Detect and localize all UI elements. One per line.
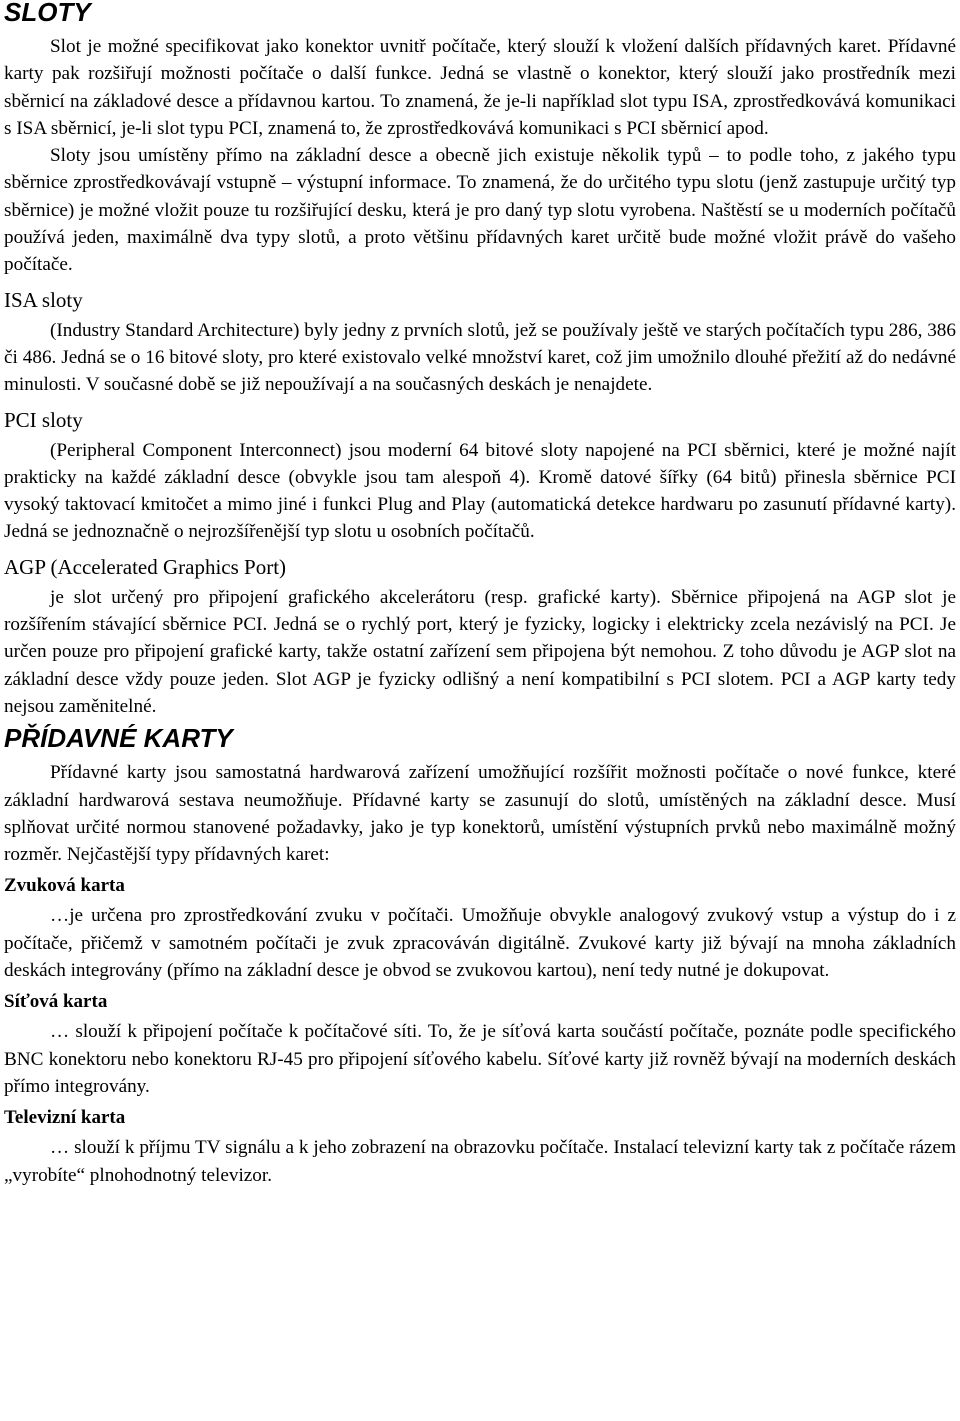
paragraph-slot-intro: Slot je možné specifikovat jako konektor uvnitř počítače, který slouží k vložení dalších přídavných karet. Přídavné karty pak rozšiřují možnosti počítače o další funkce. Jedná se vlastně o konektor, který slouží jako prostředník mezi sběrnicí na základové desce a přídavnou kartou. To znamená, že je-li například slot typu ISA, zprostředkovává komunikaci s ISA sběrnicí, je-li slot typu PCI, znamená to, že zprostředkovává komunikaci s PCI sběrnicí apod. [4,36,956,139]
paragraph-pci: (Peripheral Component Interconnect) jsou moderní 64 bitové sloty napojené na PCI sběrnici, které je možné najít prakticky na každé základní desce (obvykle jsou tam alespoň 4). Kromě datové šířky (64 bitů) přinesla sběrnice PCI vysoký taktovací kmitočet a mimo jiné i funkci Plug and Play (automatická detekce hardwaru po zasunutí přídavné karty). Jedná se jednoznačně o nejrozšířenější typ slotu u osobních počítačů. [4,439,956,543]
paragraph-slot-types: Sloty jsou umístěny přímo na základní desce a obecně jich existuje několik typů – to podle toho, z jakého typu sběrnice zprostředkovávají vstupně – výstupní informace. To znamená, že do určitého typu slotu (jenž zastupuje určitý typ sběrnice) je možné vložit pouze tu rozšiřující desku, která je pro daný typ slotu vyrobena. Naštěstí se u moderních počítačů používá jeden, maximálně dva typy slotů, a proto většinu přídavných karet určitě bude možné vložit právě do vašeho počítače. [4,145,956,276]
heading-agp: AGP (Accelerated Graphics Port) [4,554,287,579]
paragraph-zvukova-karta: …je určena pro zprostředkování zvuku v počítači. Umožňuje obvykle analogový zvukový vstup a výstup do i z počítače, přičemž v samotném počítači je zvuk zpracováván digitálně. Zvukové karty již bývají na mnoha základních deskách integrovány (přímo na základní desce je obvod se zvukovou kartou), není tedy nutné je dokupovat. [4,905,956,982]
paragraph-isa: (Industry Standard Architecture) byly jedny z prvních slotů, jež se používaly ještě ve starých počítačích typu 286, 386 či 486. Jedná se o 16 bitové sloty, pro které existovalo velké množství karet, což jim umožnilo dlouhé přežití až do nedávné minulosti. V současné době se již nepoužívají a na současných deskách je nenajdete. [4,319,956,396]
paragraph-televizni-karta: … slouží k příjmu TV signálu a k jeho zobrazení na obrazovku počítače. Instalací televizní karty tak z počítače rázem „vyrobíte“ plnohodnotný televizor. [4,1137,956,1186]
heading-isa-sloty: ISA sloty [4,287,83,312]
paragraph-sitova-karta: … slouží k připojení počítače k počítačové síti. To, že je síťová karta součástí počítače, poznáte podle specifického BNC konektoru nebo konektoru RJ-45 pro připojení síťového kabelu. Síťové karty již rovněž bývají na moderních deskách přímo integrovány. [4,1021,956,1097]
heading-televizni-karta: Televizní karta [4,1107,126,1129]
paragraph-pridavne-karty: Přídavné karty jsou samostatná hardwarová zařízení umožňující rozšířit možnosti počítače o nové funkce, které základní hardwarová sestava neumožňuje. Přídavné karty se zasunují do slotů, umístěných na základní desce. Musí splňovat určité normou stanovené požadavky, jako je typ konektorů, umístění výstupních prvků nebo maximálně možný rozměr. Nejčastější typy přídavných karet: [4,762,956,866]
heading-pci-sloty: PCI sloty [4,407,83,432]
section-heading-sloty: SLOTY [4,0,91,27]
paragraph-agp: je slot určený pro připojení grafického akcelerátoru (resp. grafické karty). Sběrnice připojená na AGP slot je rozšířením stávající sběrnice PCI. Jedná se o rychlý port, který je fyzicky, logicky i elektricky zcela nezávislý na PCI. Je určen pouze pro připojení grafické karty, takže ostatní zařízení sem připojena být nemohou. Z toho důvodu je AGP slot na základní desce vždy pouze jeden. Slot AGP je fyzicky odlišný a není kompatibilní s PCI slotem. PCI a AGP karty tedy nejsou zaměnitelné. [4,586,956,717]
section-heading-pridavne-karty: PŘÍDAVNÉ KARTY [4,723,233,754]
heading-sitova-karta: Síťová karta [4,991,108,1013]
heading-zvukova-karta: Zvuková karta [4,875,125,897]
